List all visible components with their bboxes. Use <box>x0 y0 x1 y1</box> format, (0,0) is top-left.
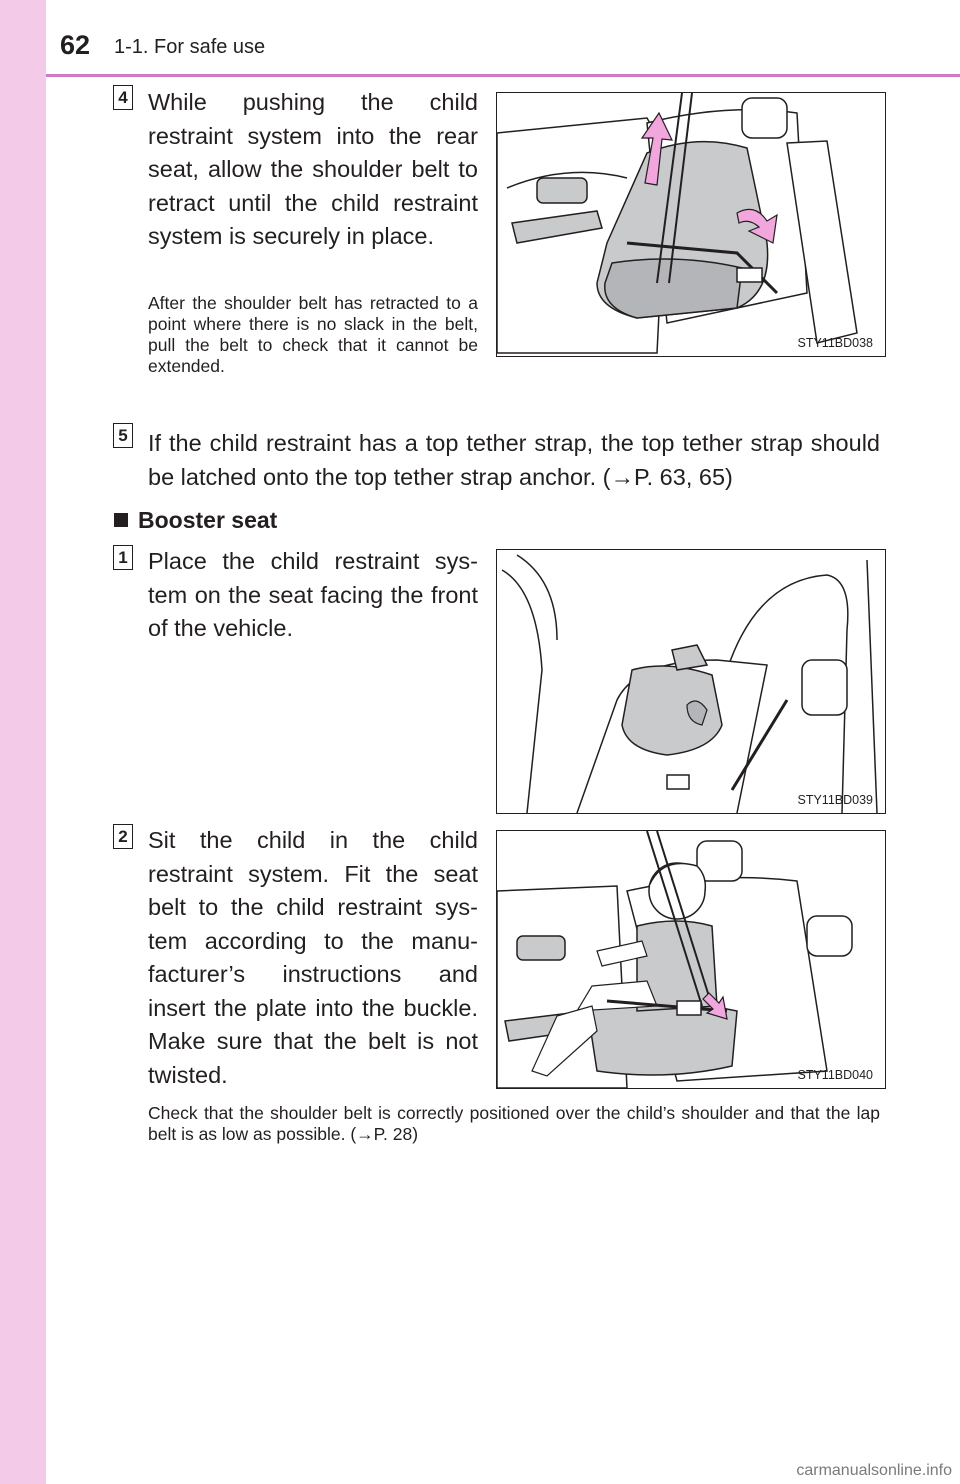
illustration-child-seated <box>497 831 885 1088</box>
square-bullet-icon <box>114 513 128 527</box>
figure-code: STY11BD039 <box>797 793 873 807</box>
step-number-1: 1 <box>113 545 133 570</box>
booster-note: Check that the shoulder belt is correctly positioned over the child’s shoulder and that the lap belt is as low as possible. (→P. 28) <box>148 1103 880 1144</box>
step-number-2: 2 <box>113 824 133 849</box>
step-number-4: 4 <box>113 85 133 110</box>
illustration-child-seat <box>497 93 885 356</box>
side-tab <box>0 0 46 1484</box>
section-title: 1-1. For safe use <box>114 36 266 58</box>
header-rule <box>46 74 960 77</box>
booster-seat-heading <box>114 507 277 534</box>
figure-child-in-booster <box>496 830 886 1089</box>
figure-booster-on-seat <box>496 549 886 814</box>
step-number-5: 5 <box>113 423 133 448</box>
booster-step-1-text: Place the child restraint sys-tem on the seat facing the front of the vehicle. <box>148 548 478 641</box>
booster-heading-text: Booster seat <box>138 507 278 533</box>
figure-code: STY11BD040 <box>797 1068 873 1082</box>
figure-child-seat-belt-retract <box>496 92 886 357</box>
booster-step-2-text: Sit the child in the child restraint system. Fit the seat belt to the child restraint sys-tem according to the manu-facturer’s instructions and insert the plate into the buckle. Make sure that the belt is not twisted. <box>148 827 478 1088</box>
illustration-booster-placement <box>497 550 885 813</box>
figure-code: STY11BD038 <box>797 336 873 350</box>
page-number: 62 <box>60 30 91 60</box>
watermark: carmanualsonline.info <box>796 1462 952 1479</box>
step-5-text: If the child restraint has a top tether strap, the top tether strap should be latched onto the top tether strap anchor. (→P. 63, 65) <box>148 430 880 490</box>
step-4-note: After the shoulder belt has retracted to a point where there is no slack in the belt, pull the belt to check that it cannot be extended. <box>148 293 478 376</box>
step-4-text: While pushing the child restraint system into the rear seat, allow the shoulder belt to retract until the child restraint system is securely in place. <box>148 89 478 249</box>
